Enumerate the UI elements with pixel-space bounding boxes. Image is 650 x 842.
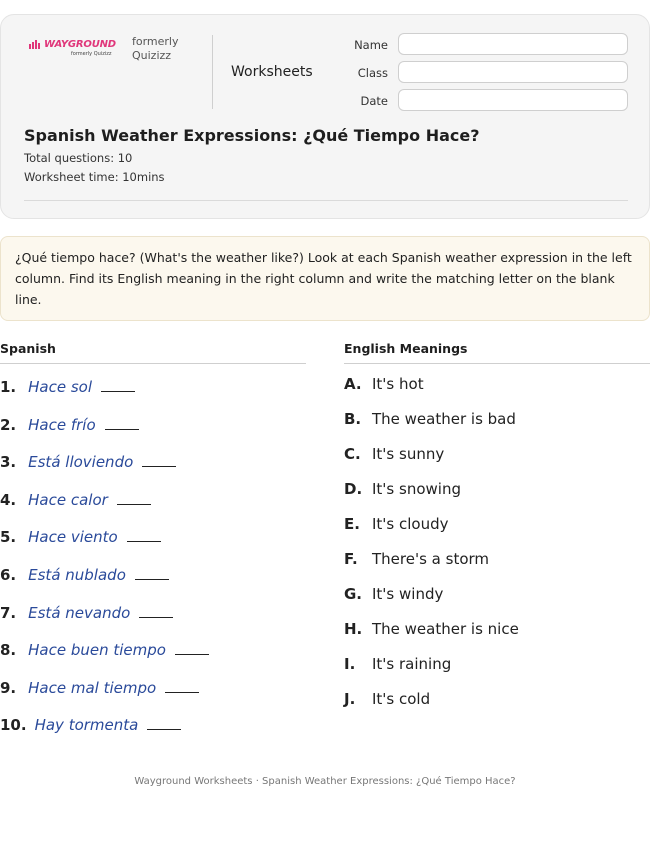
answer-blank[interactable] xyxy=(101,391,135,392)
question-item xyxy=(0,378,135,396)
option-letter: B. xyxy=(344,410,362,428)
question-item xyxy=(0,453,176,471)
logo-subtext: formerly Quizizz xyxy=(71,51,112,57)
spanish-column-rule xyxy=(0,363,306,364)
english-meaning: The weather is nice xyxy=(372,620,519,638)
question-item xyxy=(0,528,161,546)
option-letter: J. xyxy=(344,690,356,708)
english-meaning: It's hot xyxy=(372,375,424,393)
class-field[interactable] xyxy=(398,61,628,83)
date-label: Date xyxy=(360,94,388,108)
spanish-expression: Hace frío xyxy=(28,416,96,434)
answer-blank[interactable] xyxy=(135,579,169,580)
question-number: 2. xyxy=(0,416,17,434)
option-letter: I. xyxy=(344,655,356,673)
spanish-expression: Hace viento xyxy=(28,528,118,546)
class-label: Class xyxy=(357,66,388,80)
logo-text: WAYGROUND xyxy=(44,39,116,50)
spanish-expression: Hay tormenta xyxy=(34,716,139,734)
option-letter: A. xyxy=(344,375,362,393)
question-number: 4. xyxy=(0,491,17,509)
english-meaning: It's sunny xyxy=(372,445,445,463)
answer-blank[interactable] xyxy=(147,729,181,730)
question-number: 3. xyxy=(0,453,17,471)
question-item xyxy=(0,641,209,659)
wayground-logo xyxy=(29,39,119,57)
option-letter: F. xyxy=(344,550,358,568)
option-letter: H. xyxy=(344,620,363,638)
answer-option xyxy=(344,375,424,393)
worksheet-time: Worksheet time: 10mins xyxy=(24,170,165,184)
english-meaning: There's a storm xyxy=(372,550,490,568)
spanish-expression: Hace calor xyxy=(28,491,108,509)
spanish-expression: Hace sol xyxy=(28,378,93,396)
question-number: 9. xyxy=(0,679,17,697)
question-number: 7. xyxy=(0,604,17,622)
answer-option xyxy=(344,620,519,638)
answer-option xyxy=(344,585,443,603)
instructions-box xyxy=(0,236,650,321)
option-letter: E. xyxy=(344,515,360,533)
spanish-expression: Está nublado xyxy=(28,566,126,584)
english-meaning: It's cloudy xyxy=(372,515,449,533)
answer-blank[interactable] xyxy=(175,654,209,655)
spanish-expression: Hace buen tiempo xyxy=(28,641,166,659)
english-meaning: It's snowing xyxy=(372,480,461,498)
answer-option xyxy=(344,515,449,533)
total-questions: Total questions: 10 xyxy=(24,151,133,165)
question-item xyxy=(0,679,199,697)
header-divider xyxy=(212,35,213,109)
question-number: 8. xyxy=(0,641,17,659)
section-label: Worksheets xyxy=(231,64,313,80)
date-field[interactable] xyxy=(398,89,628,111)
english-column-rule xyxy=(344,363,650,364)
question-item xyxy=(0,604,173,622)
spanish-expression: Está lloviendo xyxy=(28,453,134,471)
english-meaning: The weather is bad xyxy=(372,410,516,428)
name-field[interactable] xyxy=(398,33,628,55)
answer-blank[interactable] xyxy=(127,541,161,542)
question-item xyxy=(0,491,151,509)
answer-blank[interactable] xyxy=(142,466,176,467)
english-column-heading: English Meanings xyxy=(344,341,468,356)
formerly-label xyxy=(132,35,184,63)
option-letter: D. xyxy=(344,480,363,498)
question-number: 6. xyxy=(0,566,17,584)
name-label: Name xyxy=(354,38,388,52)
answer-option xyxy=(344,445,444,463)
answer-blank[interactable] xyxy=(165,692,199,693)
answer-option xyxy=(344,480,461,498)
wayground-mark-icon xyxy=(29,40,41,50)
question-number: 5. xyxy=(0,528,17,546)
option-letter: C. xyxy=(344,445,361,463)
answer-blank[interactable] xyxy=(139,617,173,618)
option-letter: G. xyxy=(344,585,363,603)
formerly-text: formerly Quizizz xyxy=(132,35,179,62)
question-number: 10. xyxy=(0,716,27,734)
spanish-expression: Está nevando xyxy=(28,604,131,622)
header-rule xyxy=(24,200,628,201)
question-item xyxy=(0,566,169,584)
answer-option xyxy=(344,655,451,673)
answer-blank[interactable] xyxy=(117,504,151,505)
question-item xyxy=(0,416,139,434)
instructions-text: ¿Qué tiempo hace? (What's the weather like?) Look at each Spanish weather expression in the left column. Find its English meaning in the right column and write the matching letter on the blank line. xyxy=(15,250,632,307)
answer-option xyxy=(344,410,516,428)
answer-option xyxy=(344,690,430,708)
question-number: 1. xyxy=(0,378,17,396)
spanish-expression: Hace mal tiempo xyxy=(28,679,157,697)
worksheet-title: Spanish Weather Expressions: ¿Qué Tiempo Hace? xyxy=(24,126,480,145)
english-meaning: It's raining xyxy=(372,655,452,673)
english-meaning: It's cold xyxy=(372,690,431,708)
answer-option xyxy=(344,550,489,568)
question-item xyxy=(0,716,181,734)
page-footer: Wayground Worksheets · Spanish Weather Expressions: ¿Qué Tiempo Hace? xyxy=(134,776,516,787)
english-meaning: It's windy xyxy=(372,585,444,603)
spanish-column-heading: Spanish xyxy=(0,341,56,356)
worksheet-header xyxy=(0,14,650,219)
answer-blank[interactable] xyxy=(105,429,139,430)
